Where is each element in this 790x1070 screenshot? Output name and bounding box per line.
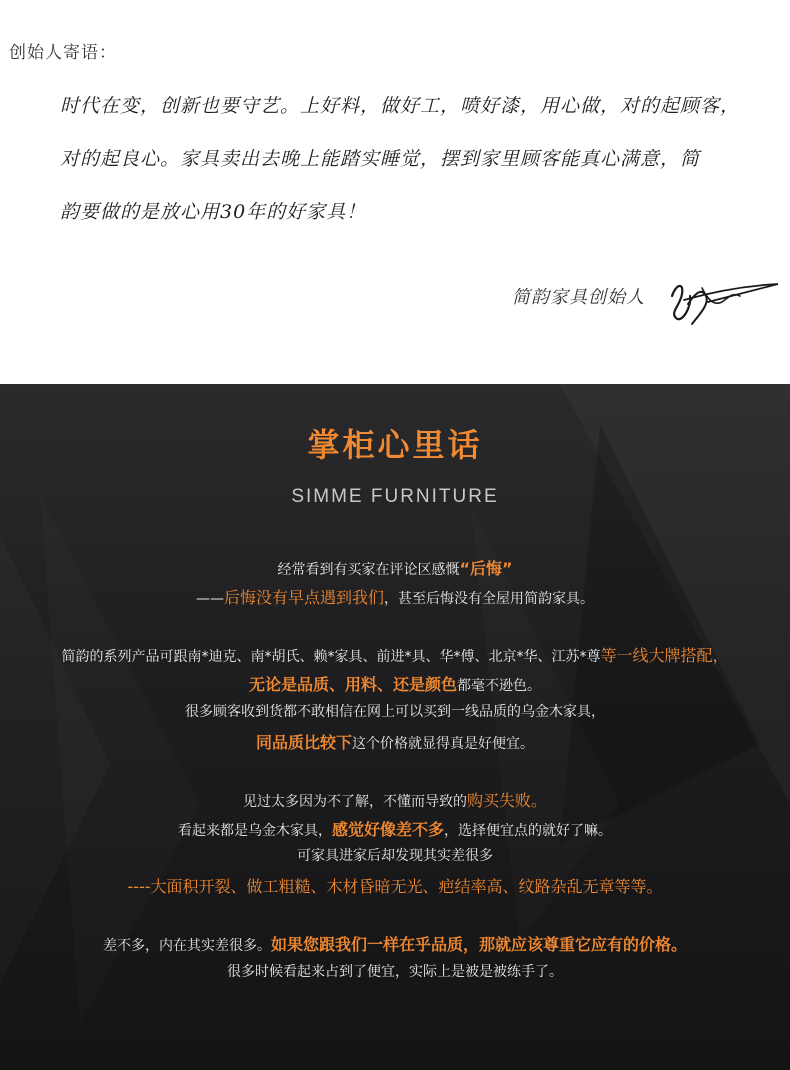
highlight-top-brands: 等一线大牌搭配， (600, 646, 729, 665)
paragraph-2-line-3: 很多顾客收到货都不敢相信在网上可以买到一线品质的乌金木家具， (185, 704, 605, 720)
founder-heading: 创始人寄语： (9, 43, 117, 63)
paragraph-1-line-2: ——后悔没有早点遇到我们，甚至后悔没有全屋用简韵家具。 (195, 588, 594, 607)
highlight-purchase-fail: 购买失败。 (466, 791, 547, 810)
highlight-quality-material-color: 无论是品质、用料、还是颜色 (248, 675, 457, 694)
letter-line: 时代在变，创新也要守艺。上好料，做好工，喷好漆，用心做，对的起顾客， (60, 95, 741, 117)
highlight-same-quality: 同品质比较下 (255, 733, 352, 752)
paragraph-3-line-2: 看起来都是乌金木家具，感觉好像差不多，选择便宜点的就好了嘛。 (177, 820, 612, 839)
highlight-meet-us: 后悔没有早点遇到我们 (223, 588, 384, 607)
shopkeeper-section (0, 384, 790, 1070)
paragraph-2-line-2: 无论是品质、用料、还是颜色都毫不逊色。 (248, 675, 541, 694)
paragraph-4-line-1: 差不多，内在其实差很多。如果您跟我们一样在乎品质，那就应该尊重它应有的价格。 (102, 935, 687, 954)
highlight-seems-similar: 感觉好像差不多 (331, 820, 444, 839)
brand-subtitle: SIMME FURNITURE (291, 486, 499, 507)
shopkeeper-title: 掌柜心里话 (307, 426, 483, 464)
paragraph-1-line-1: 经常看到有买家在评论区感慨“后悔” (277, 559, 513, 578)
highlight-respect-price: 如果您跟我们一样在乎品质，那就应该尊重它应有的价格。 (270, 935, 687, 954)
letter-line: 韵要做的是放心用30年的好家具！ (60, 201, 367, 223)
letter-line: 对的起良心。家具卖出去晚上能踏实睡觉，摆到家里顾客能真心满意，简 (60, 148, 701, 170)
signature-label: 简韵家具创始人 (512, 287, 645, 308)
highlight-regret: 后悔 (469, 559, 502, 578)
handwritten-signature (662, 266, 782, 336)
paragraph-3-line-1: 见过太多因为不了解，不懂而导致的购买失败。 (242, 791, 547, 810)
paragraph-4-line-2: 很多时候看起来占到了便宜，实际上是被是被练手了。 (227, 964, 563, 980)
paragraph-3-line-4: ----大面积开裂、做工粗糙、木材昏暗无光、疤结率高、纹路杂乱无章等等。 (127, 877, 663, 896)
founder-message-section (0, 0, 790, 384)
paragraph-2-line-4: 同品质比较下这个价格就显得真是好便宜。 (255, 733, 534, 752)
paragraph-2-line-1: 简韵的系列产品可跟南*迪克、南*胡氏、赖*家具、前进*具、华*傅、北京*华、江苏*尊等一线大牌搭配， (61, 646, 729, 665)
founder-letter (60, 92, 780, 251)
paragraph-3-line-3: 可家具进家后却发现其实差很多 (297, 848, 493, 864)
